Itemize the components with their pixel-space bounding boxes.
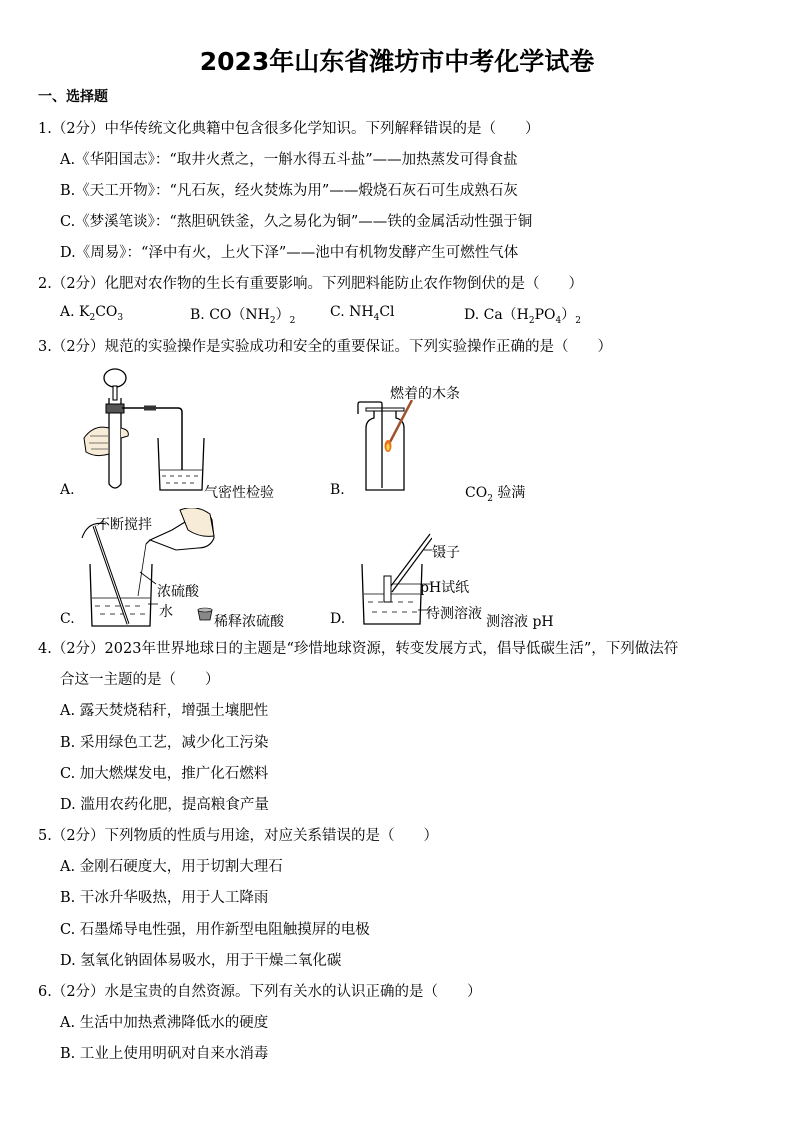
- q3-option-c-letter: C.: [60, 611, 75, 627]
- q3-option-b-letter: B.: [330, 482, 345, 498]
- q6-stem: 6.（2分）水是宝贵的自然资源。下列有关水的认识正确的是（ ）: [38, 984, 482, 1000]
- airtightness-test-figure: [82, 366, 212, 496]
- q6-option-b: B. 工业上使用明矾对自来水消毒: [60, 1046, 269, 1062]
- q3-option-d-letter: D.: [330, 611, 346, 627]
- q4-option-a: A. 露天焚烧秸秆，增强土壤肥性: [60, 703, 269, 719]
- q3-option-c-label-acid: 浓硫酸: [157, 584, 199, 600]
- q3-option-d-label-solution: 待测溶液: [426, 606, 482, 622]
- q4-stem-line1: 4.（2分）2023年世界地球日的主题是“珍惜地球资源，转变发展方式，倡导低碳生活”，下列做法符: [38, 641, 679, 657]
- q3-option-c-caption: 稀释浓硫酸: [214, 614, 284, 630]
- q2-option-d: D. $Ca(H_2PO_4)_2$: [464, 307, 582, 326]
- q5-option-c: C. 石墨烯导电性强，用作新型电阻触摸屏的电极: [60, 922, 370, 938]
- q1-stem: 1.（2分）中华传统文化典籍中包含很多化学知识。下列解释错误的是（ ）: [38, 121, 540, 137]
- q5-option-b: B. 干冰升华吸热，用于人工降雨: [60, 890, 269, 906]
- q3-option-d-label-paper: pH试纸: [420, 580, 470, 596]
- q3-option-d-caption: 测溶液 pH: [486, 614, 554, 630]
- q4-option-c: C. 加大燃煤发电，推广化石燃料: [60, 766, 269, 782]
- q3-option-b-label-burning-stick: 燃着的木条: [390, 386, 460, 402]
- q5-option-a: A. 金刚石硬度大，用于切割大理石: [60, 859, 283, 875]
- q4-stem-line2: 合这一主题的是（ ）: [60, 672, 220, 688]
- section-heading: 一、选择题: [38, 89, 108, 105]
- q5-stem: 5.（2分）下列物质的性质与用途，对应关系错误的是（ ）: [38, 828, 439, 844]
- q2-option-c: C. $NH_4Cl$: [330, 304, 395, 323]
- q1-option-c: C.《梦溪笔谈》：“熬胆矾铁釜，久之易化为铜”——铁的金属活动性强于铜: [60, 214, 533, 230]
- q2-option-b: B. $CO(NH_2)_2$: [190, 307, 296, 326]
- q3-stem: 3.（2分）规范的实验操作是实验成功和安全的重要保证。下列实验操作正确的是（ ）: [38, 339, 613, 355]
- q4-option-b: B. 采用绿色工艺，减少化工污染: [60, 735, 269, 751]
- co2-bottle-figure: [352, 400, 422, 496]
- q3-option-a-caption: 气密性检验: [204, 485, 274, 501]
- page-title: 2023年山东省潍坊市中考化学试卷: [199, 47, 595, 76]
- q5-option-d: D. 氢氧化钠固体易吸水，用于干燥二氧化碳: [60, 953, 342, 969]
- q1-option-a: A.《华阳国志》：“取井火煮之，一斛水得五斗盐”——加热蒸发可得食盐: [60, 152, 518, 168]
- q3-option-d-label-tweezer: 镊子: [432, 545, 460, 561]
- q3-option-c-label-water: 水: [159, 604, 173, 620]
- q3-option-a-letter: A.: [60, 482, 75, 498]
- q3-option-c-label-stir: 不断搅拌: [96, 517, 152, 533]
- q1-option-b: B.《天工开物》：“凡石灰，经火焚炼为用”——煅烧石灰石可生成熟石灰: [60, 183, 518, 199]
- q1-option-d: D.《周易》：“泽中有火，上火下泽”——池中有机物发酵产生可燃性气体: [60, 245, 519, 261]
- q2-option-a: A. $K_2CO_3$: [60, 304, 124, 323]
- q4-option-d: D. 滥用农药化肥，提高粮食产量: [60, 797, 269, 813]
- q6-option-a: A. 生活中加热煮沸降低水的硬度: [60, 1015, 269, 1031]
- q3-option-b-caption: $CO_2$ 验满: [465, 485, 526, 504]
- q2-stem: 2.（2分）化肥对农作物的生长有重要影响。下列肥料能防止农作物倒伏的是（ ）: [38, 276, 584, 292]
